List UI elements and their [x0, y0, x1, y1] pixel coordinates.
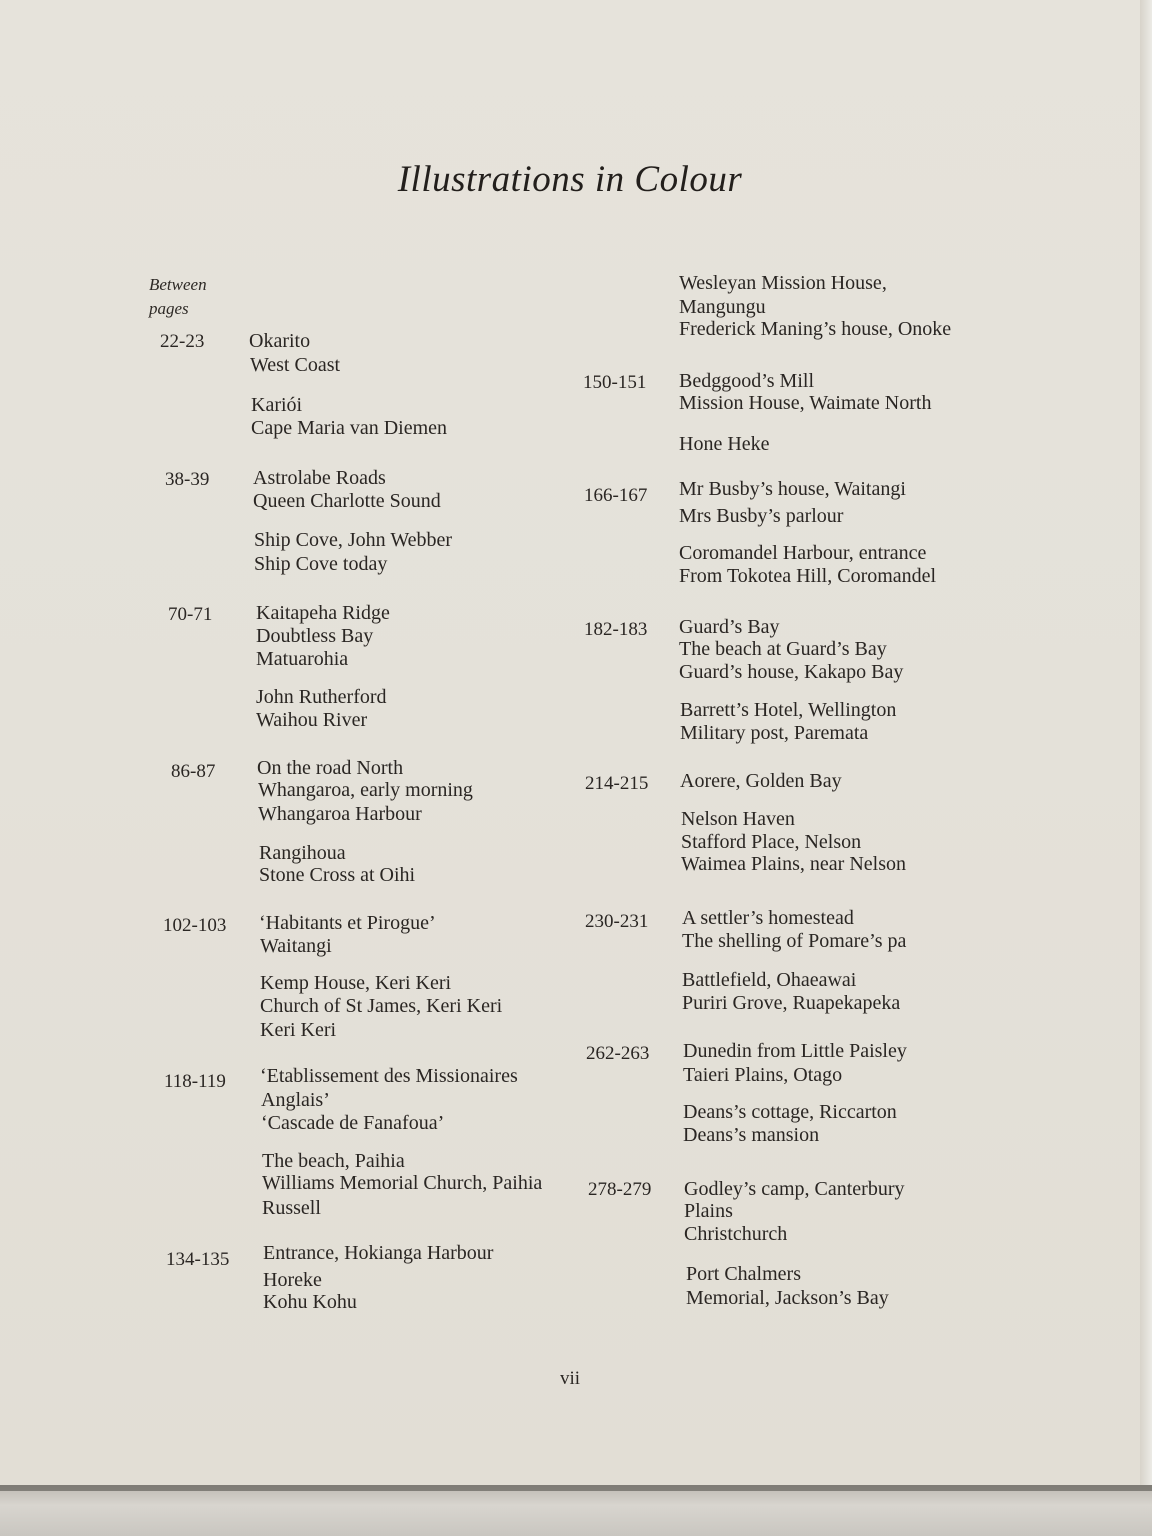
illustration-entry: Doubtless Bay [256, 625, 374, 647]
page-range: 118-119 [164, 1071, 226, 1092]
illustration-entry: Puriri Grove, Ruapekapeka [682, 992, 901, 1014]
illustration-entry: Matuarohia [256, 648, 349, 670]
illustration-entry: The beach, Paihia [262, 1150, 405, 1172]
illustration-entry: Military post, Paremata [680, 722, 869, 744]
illustration-entry: Rangihoua [259, 842, 346, 864]
illustration-entry: Keri Keri [260, 1019, 337, 1041]
page-range: 134-135 [166, 1249, 230, 1270]
page-range: 214-215 [585, 773, 649, 794]
illustration-entry: ‘Habitants et Pirogue’ [259, 912, 436, 934]
illustration-entry: Christchurch [684, 1223, 788, 1245]
illustration-entry: Nelson Haven [681, 808, 795, 830]
page-title: Illustrations in Colour [397, 159, 743, 200]
illustration-entry: ‘Cascade de Fanafoua’ [261, 1112, 445, 1134]
page-edge [1140, 0, 1152, 1485]
illustration-entry: Kariói [251, 394, 303, 416]
illustration-entry: Anglais’ [261, 1089, 330, 1111]
illustration-entry: Ship Cove today [254, 553, 388, 575]
illustration-entry: Coromandel Harbour, entrance [679, 542, 927, 564]
illustration-entry: Mr Busby’s house, Waitangi [679, 478, 906, 500]
illustration-entry: Church of St James, Keri Keri [260, 995, 503, 1017]
illustration-entry: Stafford Place, Nelson [681, 831, 862, 853]
illustration-entry: Waimea Plains, near Nelson [681, 853, 906, 875]
page-range: 86-87 [171, 761, 216, 782]
illustration-entry: Kohu Kohu [263, 1291, 357, 1313]
illustration-entry: John Rutherford [256, 686, 387, 708]
illustration-entry: From Tokotea Hill, Coromandel [679, 565, 937, 587]
illustration-entry: West Coast [250, 354, 341, 376]
illustration-entry: Waihou River [256, 709, 368, 731]
illustration-entry: Waitangi [260, 935, 332, 957]
illustration-entry: Russell [262, 1197, 321, 1219]
illustration-entry: The beach at Guard’s Bay [679, 638, 887, 660]
page-range: 182-183 [584, 619, 648, 640]
illustration-entry: Guard’s house, Kakapo Bay [679, 661, 904, 683]
page-number: vii [559, 1368, 581, 1389]
illustration-entry: Whangaroa Harbour [258, 803, 422, 825]
illustration-entry: Whangaroa, early morning [258, 779, 473, 801]
illustration-entry: Mangungu [679, 296, 766, 318]
illustration-entry: Dunedin from Little Paisley [683, 1040, 907, 1062]
illustration-entry: Queen Charlotte Sound [253, 490, 441, 512]
illustration-entry: Taieri Plains, Otago [683, 1064, 843, 1086]
illustration-entry: Aorere, Golden Bay [680, 770, 842, 792]
illustration-entry: Entrance, Hokianga Harbour [263, 1242, 494, 1264]
illustration-entry: Godley’s camp, Canterbury [684, 1178, 905, 1200]
page-range: 22-23 [160, 331, 205, 352]
page-range: 150-151 [583, 372, 647, 393]
illustration-entry: Okarito [249, 330, 311, 352]
header-line: Between [149, 275, 207, 294]
illustration-entry: Mission House, Waimate North [679, 392, 932, 414]
illustration-entry: Battlefield, Ohaeawai [682, 969, 857, 991]
page-range: 166-167 [584, 485, 648, 506]
illustration-entry: A settler’s homestead [682, 907, 854, 929]
illustration-entry: Cape Maria van Diemen [251, 417, 448, 439]
illustration-entry: Ship Cove, John Webber [254, 529, 453, 551]
illustration-entry: Deans’s mansion [683, 1124, 820, 1146]
between-pages-header [149, 273, 207, 321]
illustration-entry: On the road North [257, 757, 404, 779]
illustration-entry: Stone Cross at Oihi [259, 864, 416, 886]
illustration-entry: Bedggood’s Mill [679, 370, 815, 392]
page-range: 70-71 [168, 604, 213, 625]
illustration-entry: Kemp House, Keri Keri [260, 972, 452, 994]
illustration-entry: Hone Heke [679, 433, 770, 455]
illustration-entry: Frederick Maning’s house, Onoke [679, 318, 952, 340]
illustration-entry: Deans’s cottage, Riccarton [683, 1101, 897, 1123]
illustration-entry: Kaitapeha Ridge [256, 602, 390, 624]
page-range: 278-279 [588, 1179, 652, 1200]
page-range: 102-103 [163, 915, 227, 936]
illustration-entry: Astrolabe Roads [253, 467, 386, 489]
illustration-entry: Barrett’s Hotel, Wellington [680, 699, 897, 721]
illustration-entry: Mrs Busby’s parlour [679, 505, 844, 527]
illustration-entry: Plains [684, 1200, 733, 1222]
illustration-entry: Memorial, Jackson’s Bay [686, 1287, 889, 1309]
illustration-entry: The shelling of Pomare’s pa [682, 930, 907, 952]
illustration-entry: Horeke [263, 1269, 322, 1291]
illustration-entry: Wesleyan Mission House, [679, 272, 887, 294]
header-line: pages [149, 299, 189, 318]
page-range: 38-39 [165, 469, 210, 490]
illustration-entry: Port Chalmers [686, 1263, 801, 1285]
table-surface [0, 1485, 1152, 1536]
page-range: 230-231 [585, 911, 649, 932]
page-range: 262-263 [586, 1043, 650, 1064]
illustration-entry: Williams Memorial Church, Paihia [262, 1172, 543, 1194]
illustration-entry: ‘Etablissement des Missionaires [260, 1065, 518, 1087]
book-bottom-edge [0, 1485, 1152, 1491]
illustration-entry: Guard’s Bay [679, 616, 780, 638]
